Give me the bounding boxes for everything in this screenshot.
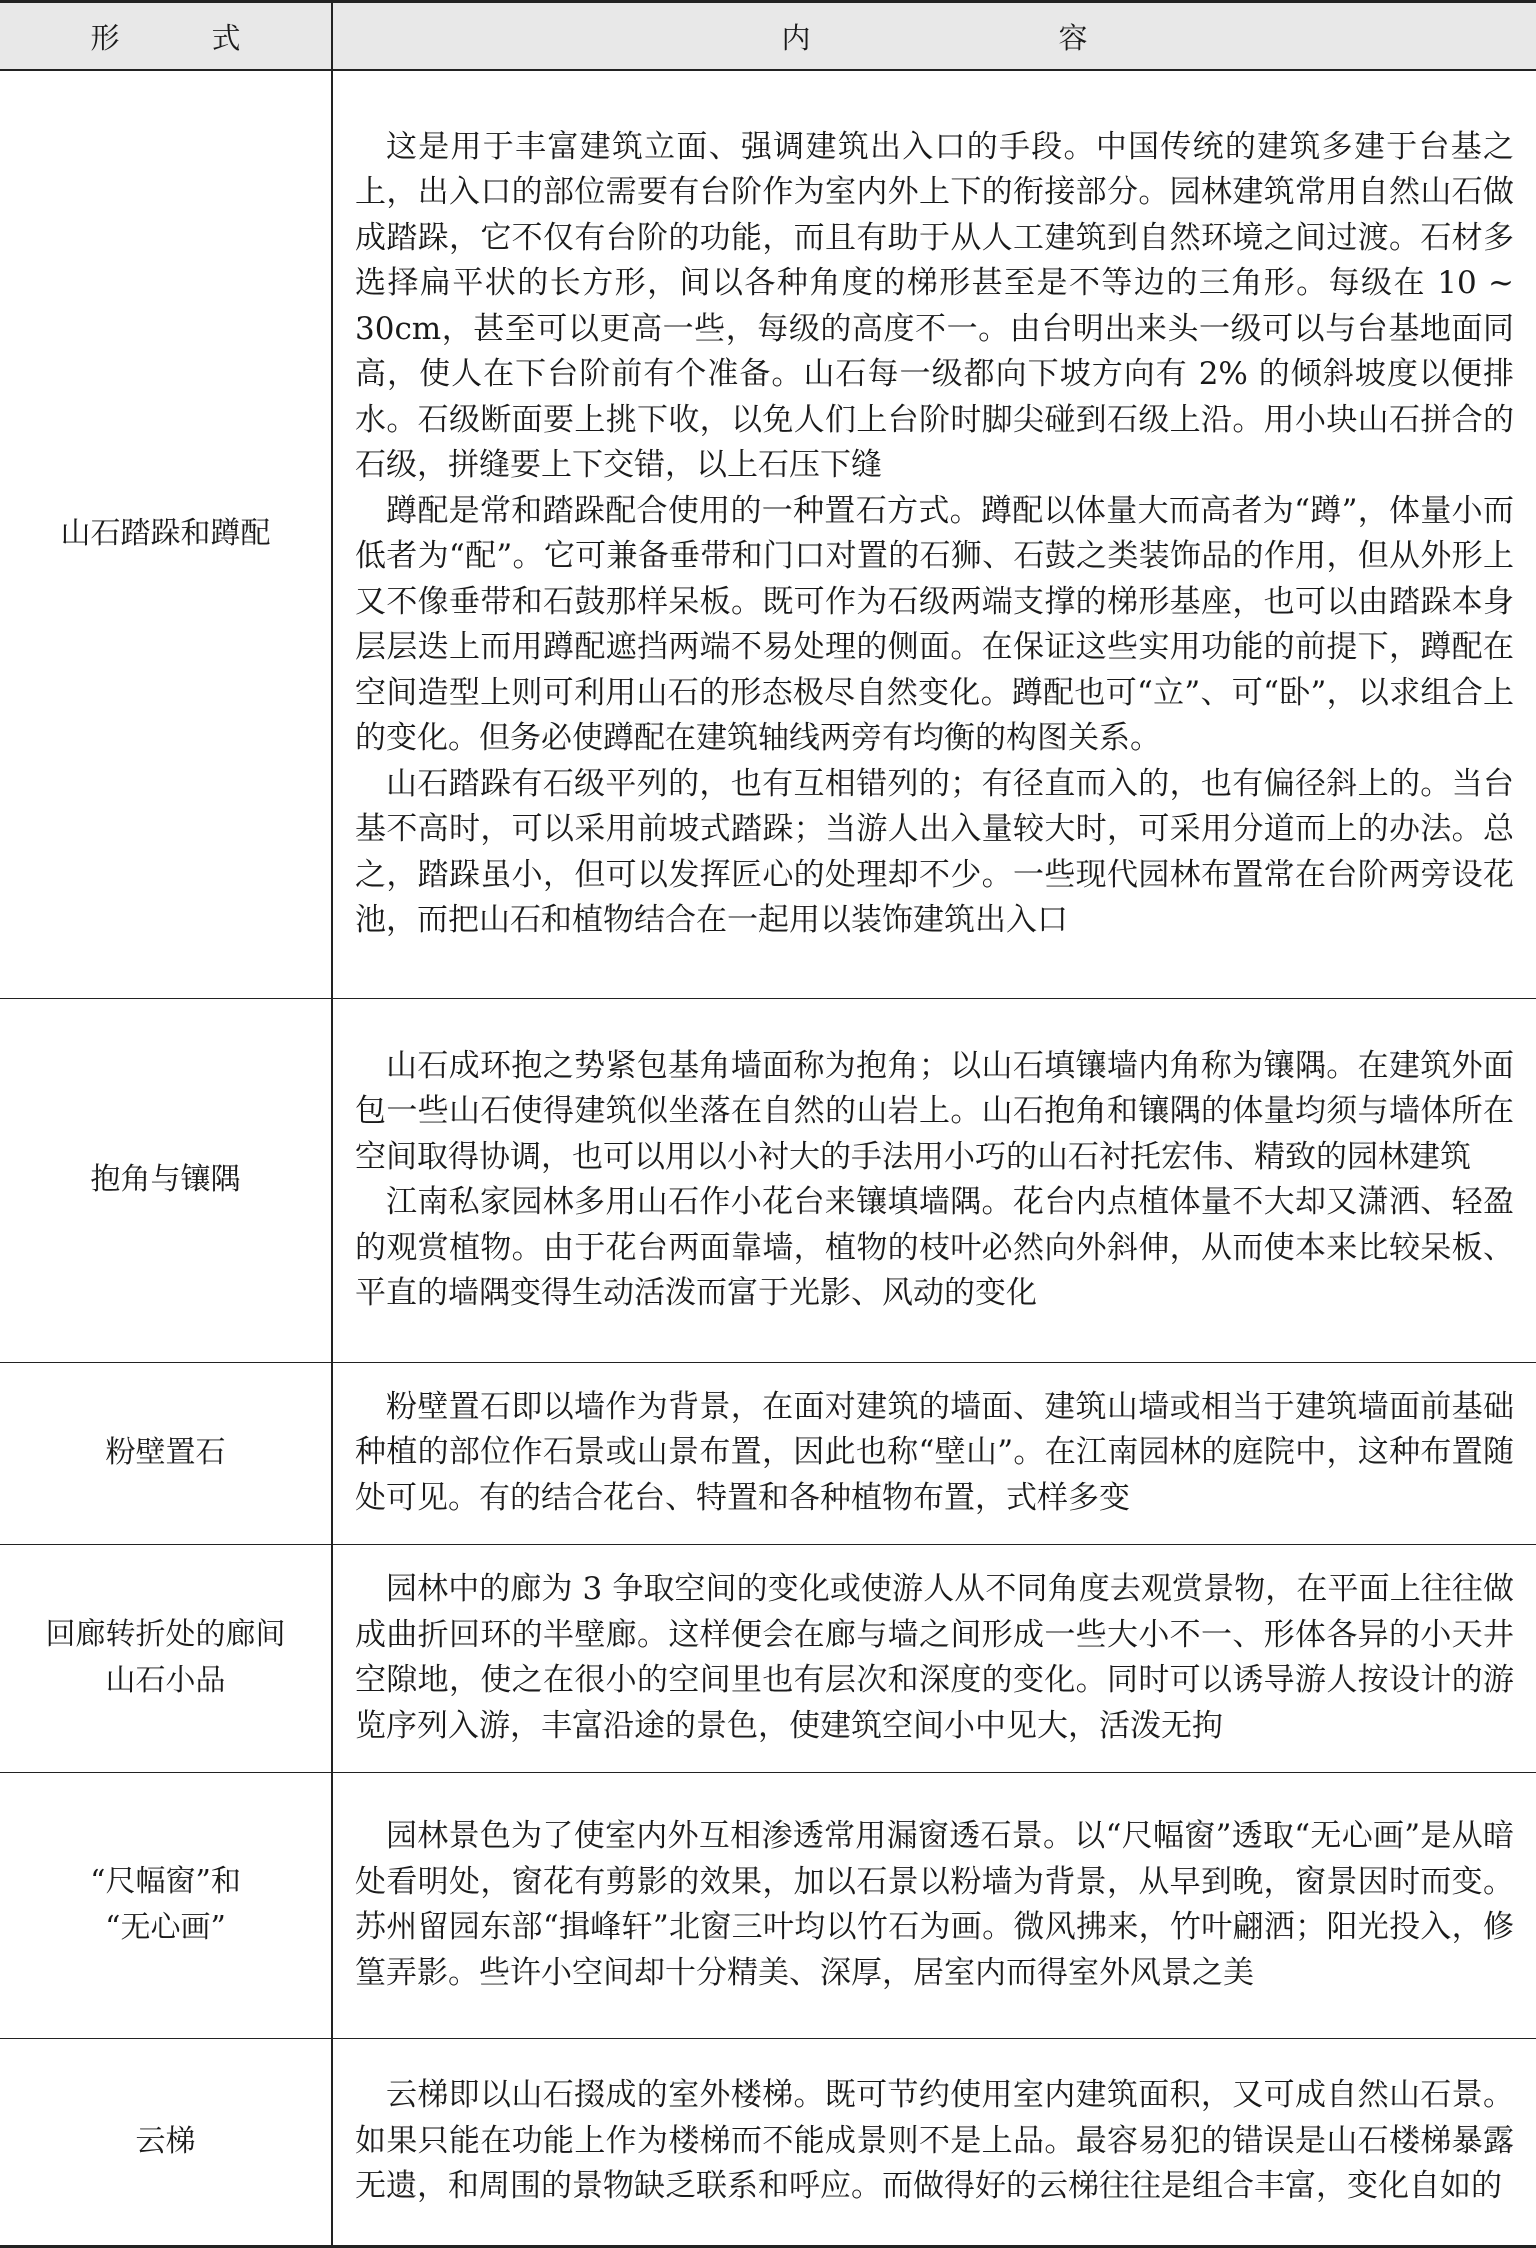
row-form — [0, 1772, 332, 2038]
header-content-char: 容 — [1058, 20, 1088, 55]
header-content — [332, 2, 1536, 71]
header-form — [0, 2, 332, 71]
row-content — [332, 70, 1536, 998]
table-row — [0, 1362, 1536, 1544]
row-form-line: 山石小品 — [105, 1663, 226, 1698]
table-row — [0, 1544, 1536, 1772]
paragraph: 江南私家园林多用山石作小花台来镶填墙隅。花台内点植体量不大却又潇洒、轻盈的观赏植物。由于花台两面靠墙，植物的枝叶必然向外斜伸，从而使本来比较呆板、平直的墙隅变得生动活泼而富于光影、风动的变化 — [355, 1184, 1514, 1311]
paragraph: 这是用于丰富建筑立面、强调建筑出入口的手段。中国传统的建筑多建于台基之上，出入口的部位需要有台阶作为室内外上下的衔接部分。园林建筑常用自然山石做成踏跺，它不仅有台阶的功能，而且有助于从人工建筑到自然环境之间过渡。石材多选择扁平状的长方形，间以各种角度的梯形甚至是不等边的三角形。每级在 10 ~ 30cm，甚至可以更高一些，每级的高度不一。由台明出来头一级可以与台基地面同高，使人在下台阶前有个准备。山石每一级都向下坡方向有 2% 的倾斜坡度以便排水。石级断面要上挑下收，以免人们上台阶时脚尖碰到石级上沿。用小块山石拼合的石级，拼缝要上下交错，以上石压下缝 — [355, 128, 1514, 484]
table-row — [0, 70, 1536, 998]
header-content-char: 内 — [781, 20, 811, 55]
header-form-char: 形 — [90, 20, 120, 55]
header-form-char: 式 — [211, 20, 241, 55]
paragraph: 云梯即以山石掇成的室外楼梯。既可节约使用室内建筑面积，又可成自然山石景。如果只能在功能上作为楼梯而不能成景则不是上品。最容易犯的错误是山石楼梯暴露无遗，和周围的景物缺乏联系和呼应。而做得好的云梯往往是组合丰富，变化自如的 — [355, 2077, 1514, 2205]
paragraph: 粉壁置石即以墙作为背景，在面对建筑的墙面、建筑山墙或相当于建筑墙面前基础种植的部位作石景或山景布置，因此也称“壁山”。在江南园林的庭院中，这种布置随处可见。有的结合花台、特置和各种植物布置，式样多变 — [355, 1388, 1514, 1516]
table-header — [0, 2, 1536, 71]
paragraph: 山石成环抱之势紧包基角墙面称为抱角；以山石填镶墙内角称为镶隅。在建筑外面包一些山石使得建筑似坐落在自然的山岩上。山石抱角和镶隅的体量均须与墙体所在空间取得协调，也可以用以小衬大的手法用小巧的山石衬托宏伟、精致的园林建筑 — [355, 1047, 1514, 1175]
row-content — [332, 1544, 1536, 1772]
table-row — [0, 998, 1536, 1362]
row-content — [332, 1362, 1536, 1544]
paragraph: 园林景色为了使室内外互相渗透常用漏窗透石景。以“尺幅窗”透取“无心画”是从暗处看明处，窗花有剪影的效果，加以石景以粉墙为背景，从早到晚，窗景因时而变。苏州留园东部“揖峰轩”北窗三叶均以竹石为画。微风拂来，竹叶翩洒；阳光投入，修篁弄影。些许小空间却十分精美、深厚，居室内而得室外风景之美 — [355, 1818, 1514, 1991]
table-row — [0, 2038, 1536, 2246]
paragraph: 山石踏跺有石级平列的，也有互相错列的；有径直而入的，也有偏径斜上的。当台基不高时，可以采用前坡式踏跺；当游人出入量较大时，可采用分道而上的办法。总之，踏跺虽小，但可以发挥匠心的处理却不少。一些现代园林布置常在台阶两旁设花池，而把山石和植物结合在一起用以装饰建筑出入口 — [355, 765, 1514, 939]
row-content — [332, 2038, 1536, 2246]
table-row — [0, 1772, 1536, 2038]
row-form: 粉壁置石 — [0, 1362, 332, 1544]
row-form-line: “无心画” — [105, 1910, 226, 1945]
row-form-line: 回廊转折处的廊间 — [45, 1617, 286, 1652]
row-form: 山石踏跺和蹲配 — [0, 70, 332, 998]
row-content — [332, 998, 1536, 1362]
paragraph: 园林中的廊为 3 争取空间的变化或使游人从不同角度去观赏景物，在平面上往往做成曲折回环的半壁廊。这样便会在廊与墙之间形成一些大小不一、形体各异的小天井空隙地，使之在很小的空间里也有层次和深度的变化。同时可以诱导游人按设计的游览序列入游，丰富沿途的景色，使建筑空间小中见大，活泼无拘 — [355, 1571, 1514, 1744]
row-content — [332, 1772, 1536, 2038]
row-form: 云梯 — [0, 2038, 332, 2246]
row-form — [0, 1544, 332, 1772]
paragraph: 蹲配是常和踏跺配合使用的一种置石方式。蹲配以体量大而高者为“蹲”，体量小而低者为“配”。它可兼备垂带和门口对置的石狮、石鼓之类装饰品的作用，但从外形上又不像垂带和石鼓那样呆板。既可作为石级两端支撑的梯形基座，也可以由踏跺本身层层迭上而用蹲配遮挡两端不易处理的侧面。在保证这些实用功能的前提下，蹲配在空间造型上则可利用山石的形态极尽自然变化。蹲配也可“立”、可“卧”，以求组合上的变化。但务必使蹲配在建筑轴线两旁有均衡的构图关系。 — [355, 492, 1514, 757]
row-form-line: “尺幅窗”和 — [90, 1864, 241, 1899]
row-form: 抱角与镶隅 — [0, 998, 332, 1362]
